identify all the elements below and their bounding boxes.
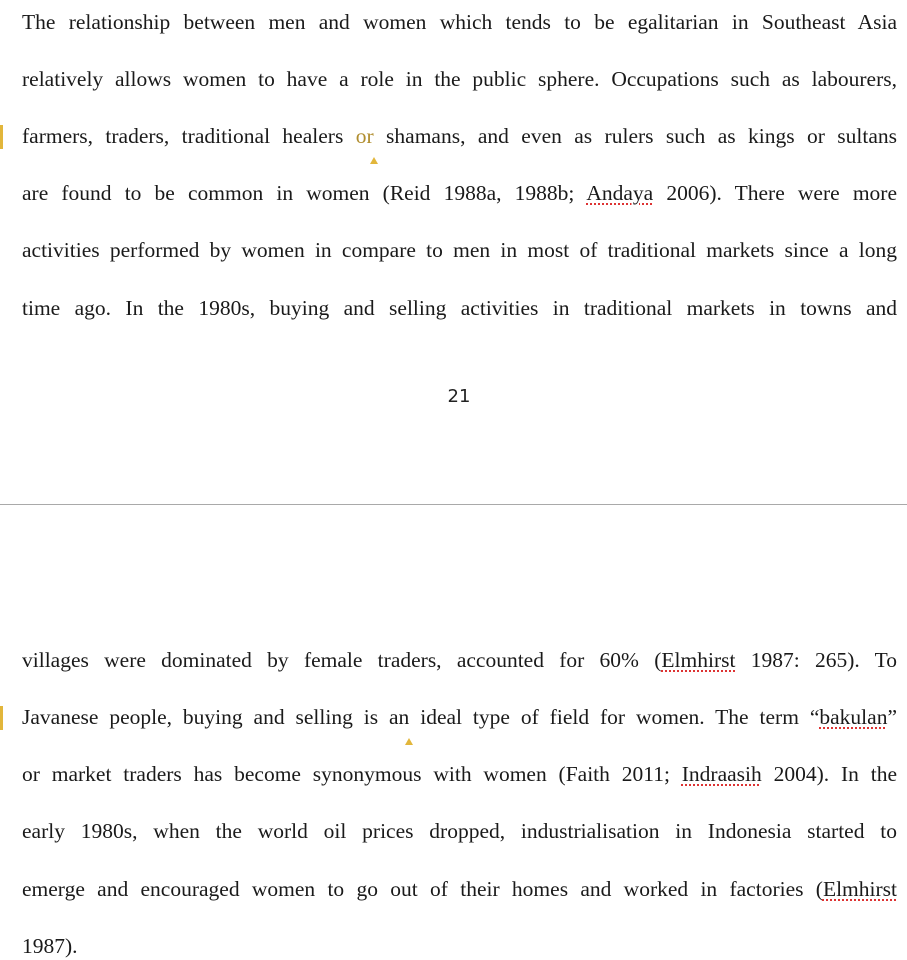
body-text-line: farmers, traders, traditional healers or shamans, and even as rulers such as kings or sultans <box>22 124 898 148</box>
track-change-bar[interactable] <box>0 706 3 730</box>
spelling-flag-bakulan[interactable]: bakulan <box>819 705 888 729</box>
body-text-line: early 1980s, when the world oil prices dropped, industrialisation in Indonesia started to <box>22 819 897 843</box>
inserted-text-or[interactable]: or <box>355 124 374 148</box>
body-text-line: emerge and encouraged women to go out of their homes and worked in factories (Elmhirst <box>22 877 897 901</box>
track-change-bar[interactable] <box>0 125 3 149</box>
body-text-line: Javanese people, buying and selling is an ideal type of field for women. The term “bakulan” <box>22 705 897 729</box>
document-page-22 <box>0 506 907 960</box>
spelling-flag-andaya[interactable]: Andaya <box>586 181 654 205</box>
body-text-line: The relationship between men and women which tends to be egalitarian in Southeast Asia <box>22 10 897 34</box>
body-text-line: activities performed by women in compare to men in most of traditional markets since a long <box>22 238 897 262</box>
body-text-line: time ago. In the 1980s, buying and selling activities in traditional markets in towns and <box>22 296 897 320</box>
body-text-line: are found to be common in women (Reid 1988a, 1988b; Andaya 2006). There were more <box>22 181 897 205</box>
body-text-line: relatively allows women to have a role in the public sphere. Occupations such as labourers, <box>22 67 897 91</box>
spelling-flag-indraasih[interactable]: Indraasih <box>681 762 762 786</box>
page-number: 21 <box>447 386 471 407</box>
body-text-line: or market traders has become synonymous with women (Faith 2011; Indraasih 2004). In the <box>22 762 897 786</box>
body-text-line: villages were dominated by female traders, accounted for 60% (Elmhirst 1987: 265). To <box>22 648 897 672</box>
spelling-flag-elmhirst[interactable]: Elmhirst <box>661 648 736 672</box>
body-text-line: 1987). <box>22 934 78 958</box>
spelling-flag-elmhirst[interactable]: Elmhirst <box>822 877 897 901</box>
page-break-divider <box>0 504 907 505</box>
